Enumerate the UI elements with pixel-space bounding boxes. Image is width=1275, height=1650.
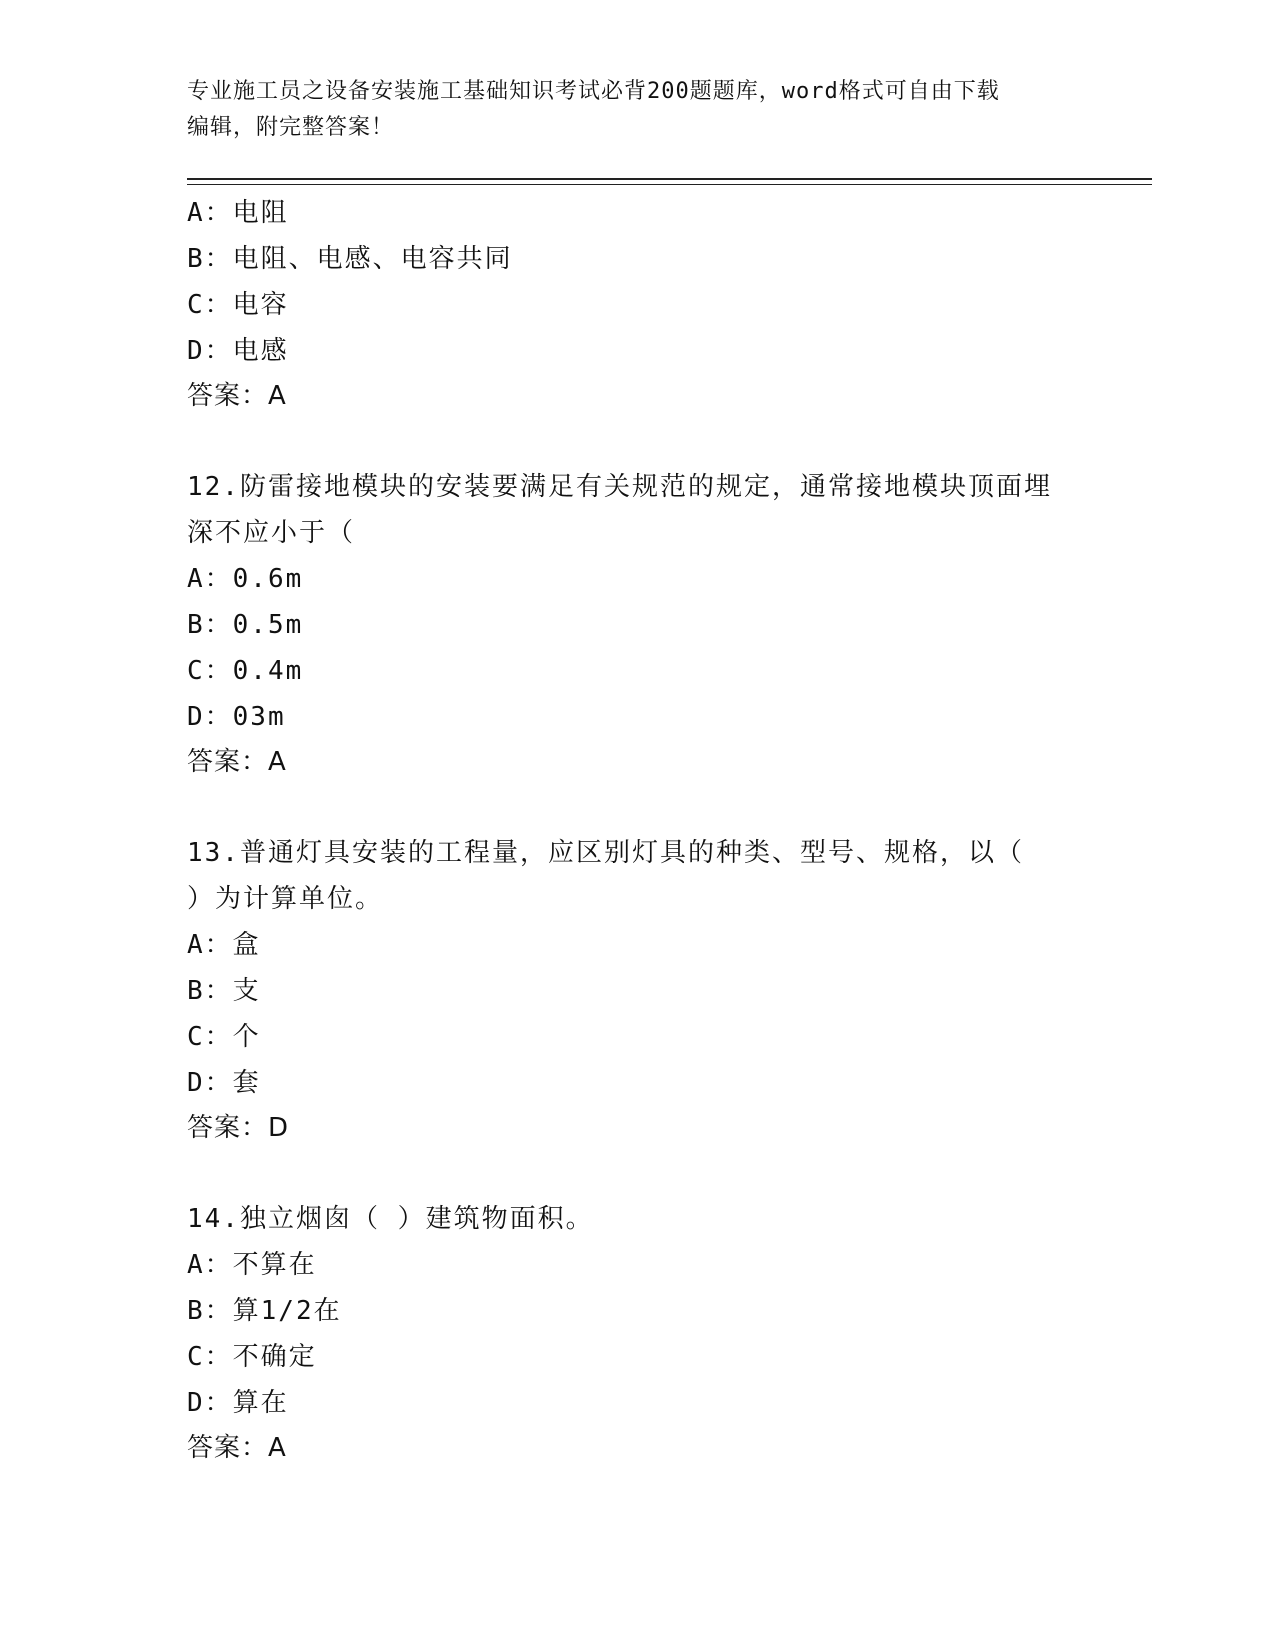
answer-line: 答案：A <box>187 1433 287 1463</box>
option-d: D：算在 <box>187 1388 289 1418</box>
option-b: B：0.5m <box>187 610 304 640</box>
page-header <box>187 74 1087 146</box>
header-divider-thin <box>187 184 1152 185</box>
question-list <box>187 190 1087 1470</box>
question-11 <box>187 190 1087 418</box>
option-b: B：算1/2在 <box>187 1296 342 1326</box>
question-stem-line-2: ）为计算单位。 <box>187 884 384 914</box>
option-c: C：个 <box>187 1022 261 1052</box>
option-a: A：盒 <box>187 930 261 960</box>
option-d: D：电感 <box>187 336 289 366</box>
answer-line: 答案：D <box>187 1113 290 1143</box>
header-line-2: 编辑，附完整答案！ <box>187 115 395 140</box>
answer-line: 答案：A <box>187 747 287 777</box>
question-13 <box>187 830 1087 1150</box>
option-b: B：支 <box>187 976 261 1006</box>
question-stem-line-1: 13.普通灯具安装的工程量，应区别灯具的种类、型号、规格，以（ <box>187 838 1024 868</box>
header-divider-thick <box>187 178 1152 180</box>
question-stem-line-2: 深不应小于（ <box>187 518 356 548</box>
option-a: A：0.6m <box>187 564 304 594</box>
question-14 <box>187 1196 1087 1470</box>
option-c: C：0.4m <box>187 656 304 686</box>
option-c: C：电容 <box>187 290 289 320</box>
option-a: A：不算在 <box>187 1250 317 1280</box>
option-c: C：不确定 <box>187 1342 317 1372</box>
option-d: D：套 <box>187 1068 261 1098</box>
question-12 <box>187 464 1087 784</box>
answer-line: 答案：A <box>187 381 287 411</box>
header-line-1: 专业施工员之设备安装施工基础知识考试必背200题题库，word格式可自由下载 <box>187 79 1000 104</box>
question-stem-line-1: 12.防雷接地模块的安装要满足有关规范的规定，通常接地模块顶面埋 <box>187 472 1052 502</box>
option-b: B：电阻、电感、电容共同 <box>187 244 513 274</box>
option-d: D：03m <box>187 702 286 732</box>
option-a: A：电阻 <box>187 198 289 228</box>
question-stem-line-1: 14.独立烟囱（ ）建筑物面积。 <box>187 1204 594 1234</box>
